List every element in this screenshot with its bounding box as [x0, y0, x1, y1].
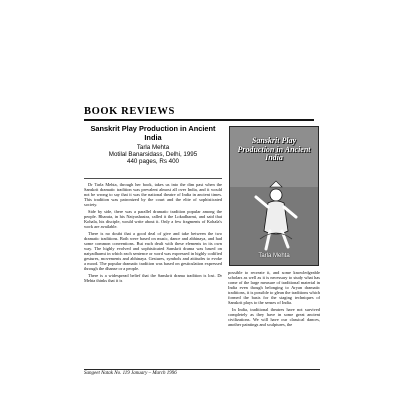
body-paragraph: Side by side, there was a parallel dramatic tradition popular among the people. Bharata, in his Natyashastra, called it the Lokadharmi, and said that Kohala, his disciple, would write about it. Only a few fragments of Kohala's work are available. [84, 209, 222, 229]
book-author: Tarla Mehta [136, 144, 170, 151]
body-column-right [228, 270, 320, 368]
cover-title: Sanskrit Play Production in Ancient India [237, 136, 311, 162]
footer-rule [84, 369, 320, 370]
body-paragraph: There is a widespread belief that the Sanskrit drama tradition is lost. Dr Mehta thinks that it is [84, 273, 222, 283]
book-cover-image [229, 126, 319, 266]
header-rule [84, 178, 222, 179]
book-title: Sanskrit Play Production in Ancient India [90, 124, 216, 142]
body-paragraph: There is no doubt that a good deal of give and take between the two dramatic traditions. Both were based on music, dance and abhinaya, and had some common conventions. But each dealt with these elements in its own way. The highly evolved and sophisticated Sanskrit drama was based on natyadharmi in which each sentence or word was expressed in highly codified gestures, movements and abhinaya. Gestures, symbols and attitudes to evoke a mood. The popular dramatic tradition was based on gesticulation expressed through the dhanse or a people. [84, 231, 222, 271]
body-column-left [84, 182, 222, 368]
section-heading: BOOK REVIEWS [84, 106, 175, 117]
body-paragraph: Dr Tarla Mehta, through her book, takes us into the dim past when the Sanskrit dramatic tradition was prevalent almost all over India, and it would not be wrong to say that it was the national theatre of India in ancient times. This tradition was patronized by the court and the elite of sophisticated society. [84, 182, 222, 207]
heading-rule [84, 119, 314, 121]
body-paragraph: possible to recreate it, and some knowledgeable scholars as well as it is necessary to study what has come of the large measure of traditional material in India even though belonging to Aryan dramatic traditions, it is possible to glean the traditions which formed the basis for the staging techniques of Sanskrit plays to the senses of India. [228, 270, 320, 305]
body-paragraph: In India, traditional theatres have not survived completely as they have in some great ancient civilizations. We will have our classical dances, another paintings and sculptures, the [228, 307, 320, 327]
book-pages-price: 440 pages, Rs 400 [127, 158, 179, 165]
book-publisher: Motilal Banarsidass, Delhi, 1995 [108, 151, 198, 158]
page-footer: Sangeet Natak No. 119 January – March 1996 [84, 371, 177, 376]
review-header [84, 125, 222, 181]
cover-author: Tarla Mehta [258, 253, 290, 259]
